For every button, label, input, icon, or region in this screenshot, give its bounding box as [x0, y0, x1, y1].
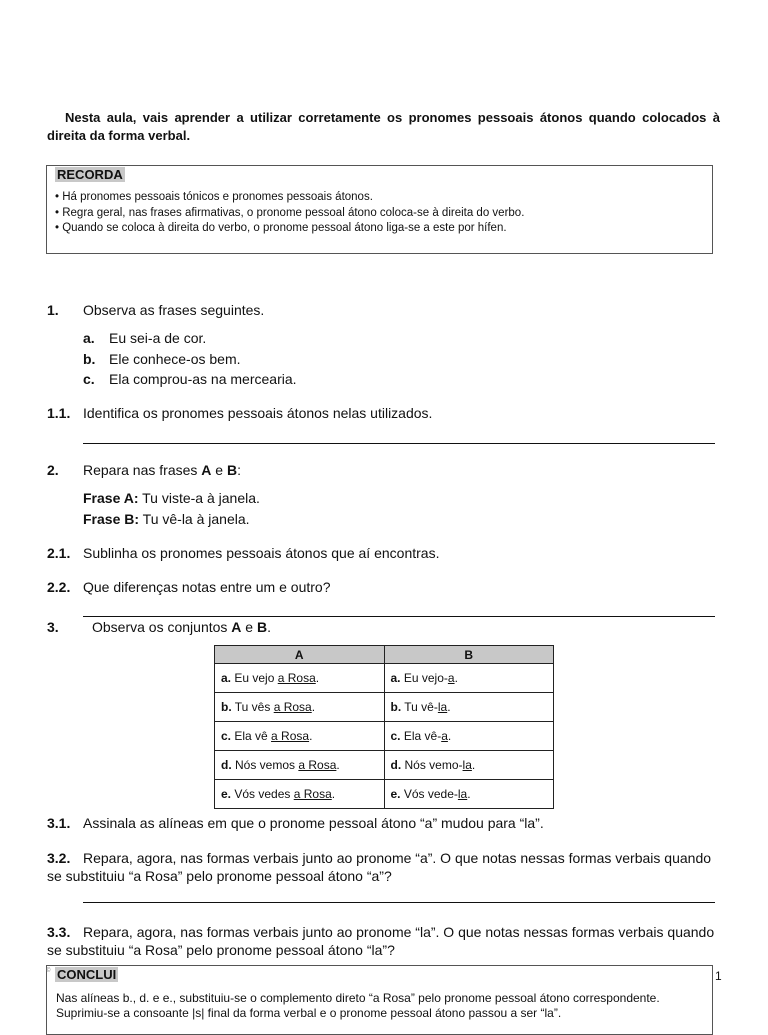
- q3-3: [47, 923, 720, 959]
- table-row: [215, 722, 554, 751]
- q1-1-text: Identifica os pronomes pessoais átonos nelas utilizados.: [83, 405, 433, 421]
- q2-2-text: Que diferenças notas entre um e outro?: [83, 579, 331, 595]
- frase-b-label: Frase B:: [83, 511, 140, 527]
- q2-number: 2.: [47, 462, 59, 478]
- cell-pre: Eu vejo-: [400, 671, 448, 685]
- q1-number: 1.: [47, 302, 59, 318]
- q2-text: [83, 462, 241, 478]
- cell-post: .: [447, 700, 451, 714]
- intro-text: Nesta aula, vais aprender a utilizar corretamente os pronomes pessoais átonos quando colocados à direita da forma verbal.: [47, 110, 720, 143]
- recorda-title: RECORDA: [57, 167, 123, 182]
- table-row: [215, 780, 554, 809]
- frase-a-label: Frase A:: [83, 490, 139, 506]
- table-cell-a: [215, 722, 385, 751]
- table-cell-a: [215, 751, 385, 780]
- q3-label-b: B: [257, 619, 268, 635]
- cell-underlined: la: [462, 758, 472, 772]
- cell-label: b.: [390, 700, 402, 714]
- conclui-box: [46, 965, 713, 1035]
- item-text: Ele conhece-os bem.: [109, 351, 241, 367]
- cell-label: c.: [221, 729, 232, 743]
- q3-3-text: Repara, agora, nas formas verbais junto ao pronome “la”. O que notas nessas formas verbais quando se substituiu “a Rosa” pelo pronome pessoal átono “la”?: [47, 924, 715, 958]
- q3-text: [92, 619, 271, 635]
- cell-label: e.: [221, 787, 232, 801]
- q2-1-text: Sublinha os pronomes pessoais átonos que aí encontras.: [83, 545, 440, 561]
- q3-3-number: 3.3.: [47, 924, 71, 940]
- table-cell-b: [384, 722, 554, 751]
- table-cell-b: [384, 693, 554, 722]
- cell-post: .: [454, 671, 458, 685]
- table-cell-a: [215, 693, 385, 722]
- cell-post: .: [447, 729, 452, 743]
- table-cell-b: [384, 751, 554, 780]
- q1-item-a: [83, 330, 206, 346]
- cell-label: d.: [390, 758, 402, 772]
- q3-1-text: Assinala as alíneas em que o pronome pessoal átono “a” mudou para “la”.: [83, 815, 544, 831]
- table-header-row: [215, 646, 554, 664]
- cell-pre: Nós vemo-: [401, 758, 463, 772]
- q1-1-number: 1.1.: [47, 405, 71, 421]
- q2-text-pre: Repara nas frases: [83, 462, 202, 478]
- cell-post: .: [331, 787, 336, 801]
- q1-item-b: [83, 351, 241, 367]
- cell-underlined: la: [457, 787, 468, 801]
- q2-label-b: B: [227, 462, 238, 478]
- answer-line[interactable]: [83, 443, 715, 444]
- q3-label-a: A: [231, 619, 242, 635]
- cell-label: b.: [221, 700, 232, 714]
- answer-line[interactable]: [83, 616, 715, 617]
- cell-post: .: [311, 700, 316, 714]
- item-label: a.: [83, 330, 95, 346]
- cell-underlined: a Rosa: [298, 758, 337, 772]
- conclui-title: CONCLUI: [57, 967, 117, 982]
- sets-table: [214, 645, 554, 809]
- cell-underlined: a: [441, 729, 448, 743]
- cell-underlined: a Rosa: [273, 700, 312, 714]
- table-cell-b: [384, 664, 554, 693]
- cell-label: a.: [390, 671, 401, 685]
- cell-label: d.: [221, 758, 232, 772]
- cell-post: .: [309, 729, 313, 743]
- item-label: b.: [83, 351, 96, 367]
- q3-text-and: e: [241, 619, 257, 635]
- table-header-a: A: [215, 646, 385, 664]
- q2-text-and: e: [211, 462, 227, 478]
- cell-pre: Vós vedes: [231, 787, 294, 801]
- q2-text-colon: :: [237, 462, 242, 478]
- frase-b-text: Tu vê-la à janela.: [139, 511, 250, 527]
- cell-label: c.: [390, 729, 401, 743]
- frase-a: [83, 490, 260, 506]
- cell-pre: Tu vê-: [401, 700, 438, 714]
- cell-underlined: a Rosa: [271, 729, 310, 743]
- cell-post: .: [315, 671, 320, 685]
- recorda-item: • Quando se coloca à direita do verbo, o pronome pessoal átono liga-se a este por hífen.: [55, 222, 507, 234]
- recorda-list: [55, 190, 712, 237]
- table-cell-b: [384, 780, 554, 809]
- q3-1-number: 3.1.: [47, 815, 71, 831]
- page-number: 1: [715, 969, 722, 983]
- recorda-box: [46, 165, 713, 254]
- cell-pre: Nós vemos: [231, 758, 299, 772]
- table-row: [215, 693, 554, 722]
- answer-line[interactable]: [83, 902, 715, 903]
- table-cell-a: [215, 664, 385, 693]
- cell-post: .: [467, 787, 471, 801]
- conclui-text: Nas alíneas b., d. e e., substituiu-se o complemento direto “a Rosa” pelo pronome pessoal átono correspondente. Suprimiu-se a consoante |s| final da forma verbal e o pronome pessoal átono passou a ser “la”.: [56, 991, 660, 1020]
- q3-text-pre: Observa os conjuntos: [92, 619, 232, 635]
- copyright-mark: ©: [46, 968, 51, 974]
- cell-underlined: a: [447, 671, 455, 685]
- q2-2-number: 2.2.: [47, 579, 71, 595]
- table-row: [215, 751, 554, 780]
- q3-text-dot: .: [267, 619, 272, 635]
- q1-item-c: [83, 371, 297, 387]
- item-text: Eu sei-a de cor.: [109, 330, 207, 346]
- cell-post: .: [471, 758, 476, 772]
- item-label: c.: [83, 371, 95, 387]
- cell-underlined: la: [437, 700, 448, 714]
- q3-2-text: Repara, agora, nas formas verbais junto ao pronome “a”. O que notas nessas formas verbais quando se substituiu “a Rosa” pelo pronome pessoal átono “a”?: [47, 850, 712, 884]
- q3-number: 3.: [47, 619, 59, 635]
- cell-label: a.: [221, 671, 232, 685]
- cell-pre: Vós vede-: [400, 787, 458, 801]
- cell-label: e.: [390, 787, 401, 801]
- table-row: [215, 664, 554, 693]
- recorda-item: • Há pronomes pessoais tónicos e pronomes pessoais átonos.: [55, 191, 373, 203]
- cell-pre: Eu vejo: [231, 671, 278, 685]
- q1-text: Observa as frases seguintes.: [83, 302, 265, 318]
- cell-underlined: a Rosa: [293, 787, 332, 801]
- table-header-b: B: [384, 646, 554, 664]
- cell-pre: Ela vê: [231, 729, 272, 743]
- q2-label-a: A: [201, 462, 212, 478]
- cell-pre: Ela vê-: [400, 729, 442, 743]
- cell-underlined: a Rosa: [277, 671, 316, 685]
- q3-2-number: 3.2.: [47, 850, 71, 866]
- q3-2: [47, 849, 720, 885]
- frase-b: [83, 511, 250, 527]
- q2-1-number: 2.1.: [47, 545, 71, 561]
- recorda-item: • Regra geral, nas frases afirmativas, o pronome pessoal átono coloca-se à direita do verbo.: [55, 206, 525, 219]
- frase-a-text: Tu viste-a à janela.: [138, 490, 260, 506]
- cell-post: .: [336, 758, 340, 772]
- item-text: Ela comprou-as na mercearia.: [109, 371, 297, 387]
- table-cell-a: [215, 780, 385, 809]
- cell-pre: Tu vês: [231, 700, 274, 714]
